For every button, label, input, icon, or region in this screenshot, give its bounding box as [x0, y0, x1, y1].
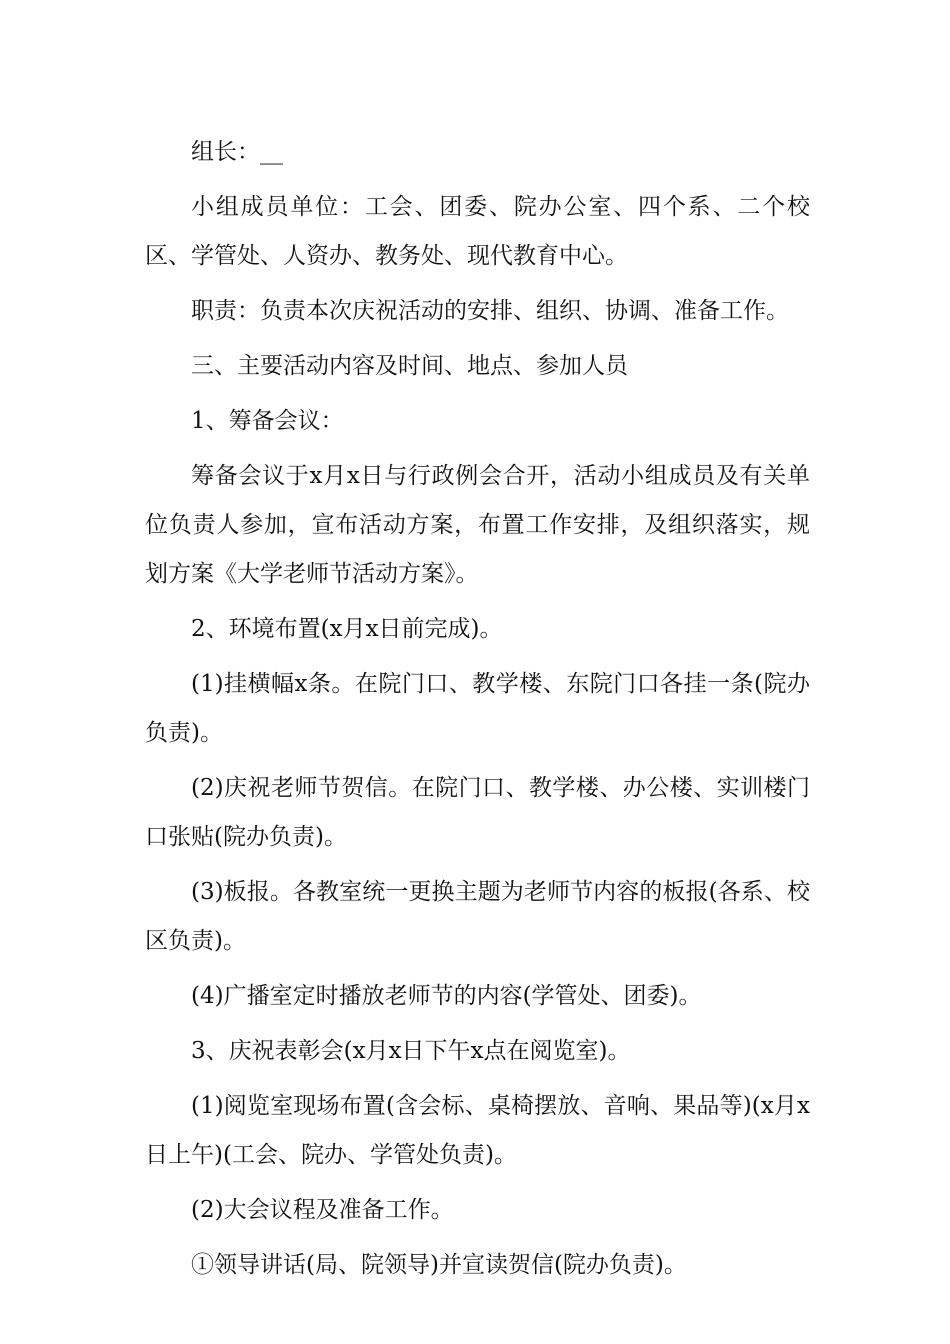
subitem-blackboard: (3)板报。各教室统一更换主题为老师节内容的板报(各系、校区负责)。	[145, 879, 810, 954]
paragraph-member-units: 小组成员单位：工会、团委、院办公室、四个系、二个校区、学管处、人资办、教务处、现代教育中心。	[145, 194, 810, 269]
item-environment-layout: 2、环境布置(x月x日前完成)。	[191, 616, 503, 642]
subitem-broadcast: (4)广播室定时播放老师节的内容(学管处、团委)。	[191, 983, 702, 1009]
section-heading-activities: 三、主要活动内容及时间、地点、参加人员	[191, 353, 628, 379]
subitem-greeting-letter: (2)庆祝老师节贺信。在院门口、教学楼、办公楼、实训楼门口张贴(院办负责)。	[145, 775, 810, 850]
subitem-agenda: (2)大会议程及准备工作。	[191, 1197, 454, 1223]
paragraph-team-leader: 组长：__	[191, 139, 283, 165]
document-body	[145, 128, 810, 1296]
subitem-leader-speech: ①领导讲话(局、院领导)并宣读贺信(院办负责)。	[191, 1252, 687, 1278]
subitem-venue-layout: (1)阅览室现场布置(含会标、桌椅摆放、音响、果品等)(x月x日上午)(工会、院办、学管处负责)。	[145, 1093, 810, 1168]
paragraph-preparatory-meeting: 筹备会议于x月x日与行政例会合开，活动小组成员及有关单位负责人参加，宣布活动方案，布置工作安排，及组织落实，规划方案《大学老师节活动方案》。	[145, 463, 810, 587]
paragraph-duties: 职责：负责本次庆祝活动的安排、组织、协调、准备工作。	[191, 298, 789, 324]
item-preparatory-meeting: 1、筹备会议：	[191, 408, 344, 434]
subitem-banners: (1)挂横幅x条。在院门口、教学楼、东院门口各挂一条(院办负责)。	[145, 671, 810, 746]
item-commendation-meeting: 3、庆祝表彰会(x月x日下午x点在阅览室)。	[191, 1038, 631, 1064]
